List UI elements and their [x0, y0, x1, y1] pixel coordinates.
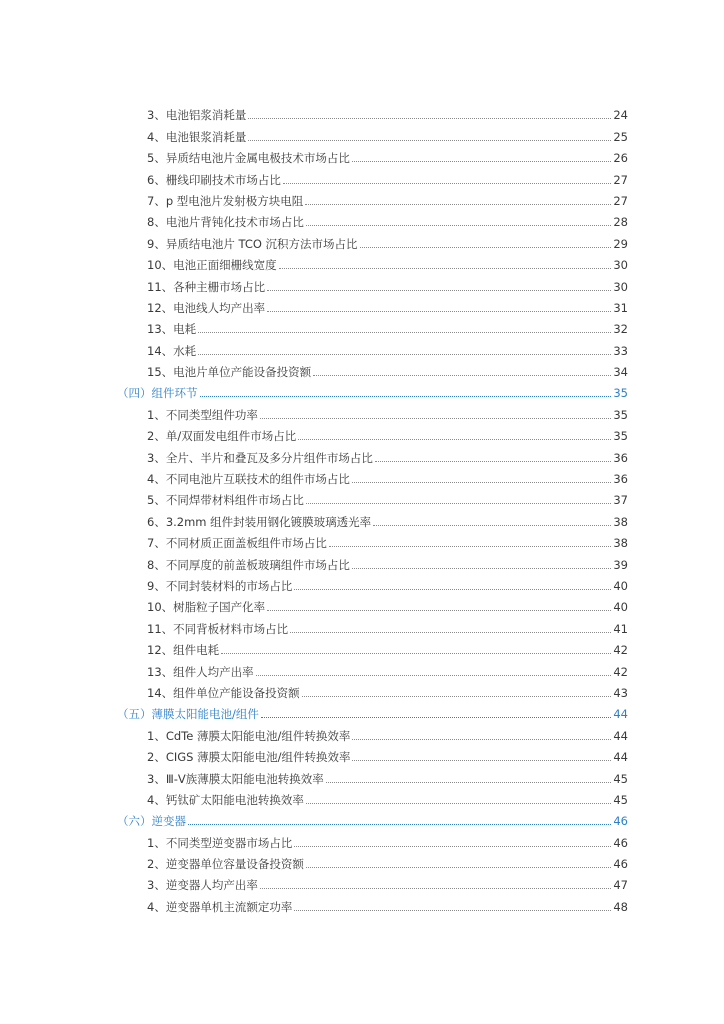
toc-entry[interactable] — [0, 298, 724, 319]
dot-leader — [306, 224, 612, 226]
dot-leader — [294, 909, 611, 911]
toc-entry[interactable] — [0, 447, 724, 468]
dot-leader — [298, 438, 611, 440]
dot-leader — [302, 695, 612, 697]
toc-entry[interactable] — [0, 640, 724, 661]
toc-entry[interactable] — [0, 212, 724, 233]
toc-entry-title: 3、Ⅲ-Ⅴ族薄膜太阳能电池转换效率 — [147, 771, 324, 786]
toc-entry[interactable] — [0, 832, 724, 853]
toc-entry-row — [147, 750, 628, 764]
dot-leader — [305, 203, 611, 205]
toc-entry-title: 4、逆变器单机主流额定功率 — [147, 899, 293, 914]
toc-entry-row — [147, 258, 628, 272]
toc-entry-title: 10、树脂粒子国产化率 — [147, 600, 266, 615]
toc-section-entry[interactable] — [0, 383, 724, 404]
toc-entry-row — [147, 836, 628, 850]
dot-leader — [352, 481, 612, 483]
toc-entry-title: 8、不同厚度的前盖板玻璃组件市场占比 — [147, 557, 350, 572]
toc-entry-title: 1、不同类型组件功率 — [147, 407, 258, 422]
toc-entry-title: 2、CIGS 薄膜太阳能电池/组件转换效率 — [147, 750, 351, 765]
toc-entry-row — [147, 857, 628, 871]
toc-entry-title: 11、不同背板材料市场占比 — [147, 621, 289, 636]
dot-leader — [279, 267, 612, 269]
toc-entry-row — [147, 429, 628, 443]
toc-entry-title: 7、p 型电池片发射极方块电阻 — [147, 193, 304, 208]
toc-page-number: 46 — [613, 857, 628, 872]
toc-entry-row — [147, 108, 628, 122]
dot-leader — [256, 674, 612, 676]
toc-entry-row — [147, 900, 628, 914]
toc-entry-title: 6、3.2mm 组件封装用钢化镀膜玻璃透光率 — [147, 514, 372, 529]
toc-section-entry[interactable] — [0, 811, 724, 832]
toc-entry[interactable] — [0, 276, 724, 297]
toc-page-number: 45 — [613, 771, 628, 786]
toc-entry-title: 14、水耗 — [147, 343, 197, 358]
toc-entry-title: 4、电池银浆消耗量 — [147, 129, 247, 144]
toc-page-number: 48 — [613, 899, 628, 914]
dot-leader — [352, 567, 612, 569]
dot-leader — [329, 545, 612, 547]
toc-entry-row — [147, 579, 628, 593]
toc-entry-row — [147, 215, 628, 229]
toc-entry-row — [147, 365, 628, 379]
toc-entry-title: 15、电池片单位产能设备投资额 — [147, 365, 312, 380]
toc-entry-title: 2、逆变器单位容量设备投资额 — [147, 857, 304, 872]
toc-page-number: 28 — [613, 215, 628, 230]
toc-entry[interactable] — [0, 469, 724, 490]
toc-entry[interactable] — [0, 233, 724, 254]
toc-page-number: 44 — [613, 728, 628, 743]
toc-page-number: 46 — [613, 814, 628, 829]
toc-entry-title: 1、不同类型逆变器市场占比 — [147, 835, 293, 850]
toc-entry-title: 13、电耗 — [147, 322, 197, 337]
dot-leader — [200, 395, 612, 397]
toc-entry[interactable] — [0, 597, 724, 618]
toc-entry-row — [147, 878, 628, 892]
toc-entry-row — [117, 707, 628, 721]
toc-page-number: 32 — [613, 322, 628, 337]
toc-page-number: 44 — [613, 750, 628, 765]
toc-entry-row — [117, 386, 628, 400]
toc-entry-title: （六）逆变器 — [117, 814, 186, 829]
toc-entry-row — [147, 558, 628, 572]
toc-entry-row — [147, 643, 628, 657]
toc-entry-title: 5、不同焊带材料组件市场占比 — [147, 493, 304, 508]
toc-entry-row — [147, 793, 628, 807]
dot-leader — [221, 652, 611, 654]
toc-entry[interactable] — [0, 426, 724, 447]
toc-entry[interactable] — [0, 148, 724, 169]
toc-page-number: 44 — [613, 707, 628, 722]
dot-leader — [260, 887, 612, 889]
toc-entry-title: 14、组件单位产能设备投资额 — [147, 685, 300, 700]
toc-entry-title: 6、栅线印刷技术市场占比 — [147, 172, 281, 187]
dot-leader — [326, 781, 612, 783]
toc-page-number: 38 — [613, 536, 628, 551]
toc-page-number: 36 — [613, 472, 628, 487]
toc-entry-title: 1、CdTe 薄膜太阳能电池/组件转换效率 — [147, 728, 351, 743]
dot-leader — [306, 502, 612, 504]
toc-entry[interactable] — [0, 126, 724, 147]
toc-page-number: 34 — [613, 365, 628, 380]
toc-section-entry[interactable] — [0, 704, 724, 725]
dot-leader — [373, 524, 611, 526]
toc-page-number: 40 — [613, 578, 628, 593]
toc-entry-row — [147, 322, 628, 336]
toc-entry-title: 12、组件电耗 — [147, 643, 220, 658]
dot-leader — [267, 609, 611, 611]
dot-leader — [294, 588, 611, 590]
toc-entry-row — [147, 622, 628, 636]
toc-entry-title: 9、异质结电池片 TCO 沉积方法市场占比 — [147, 236, 358, 251]
toc-page-number: 42 — [613, 643, 628, 658]
toc-page-number: 37 — [613, 493, 628, 508]
toc-entry-row — [147, 280, 628, 294]
dot-leader — [352, 759, 611, 761]
toc-entry[interactable] — [0, 362, 724, 383]
toc-page-number: 35 — [613, 386, 628, 401]
dot-leader — [283, 182, 612, 184]
toc-entry[interactable] — [0, 747, 724, 768]
toc-entry-row — [147, 194, 628, 208]
toc-page-number: 41 — [613, 621, 628, 636]
toc-page-number: 25 — [613, 129, 628, 144]
toc-entry-row — [147, 772, 628, 786]
toc-entry-title: 12、电池线人均产出率 — [147, 300, 266, 315]
dot-leader — [188, 823, 611, 825]
toc-page-number: 36 — [613, 450, 628, 465]
toc-page-number: 45 — [613, 792, 628, 807]
toc-entry-row — [117, 814, 628, 828]
toc-entry-row — [147, 600, 628, 614]
toc-entry-title: 3、逆变器人均产出率 — [147, 878, 258, 893]
dot-leader — [352, 160, 612, 162]
dot-leader — [248, 117, 611, 119]
toc-page-number: 26 — [613, 151, 628, 166]
toc-entry-row — [147, 173, 628, 187]
toc-page-number: 46 — [613, 835, 628, 850]
toc-entry-row — [147, 451, 628, 465]
dot-leader — [260, 417, 612, 419]
toc-entry-row — [147, 686, 628, 700]
toc-entry-row — [147, 729, 628, 743]
toc-entry-row — [147, 408, 628, 422]
toc-page-number: 30 — [613, 258, 628, 273]
toc-entry-title: 13、组件人均产出率 — [147, 664, 254, 679]
toc-entry-row — [147, 344, 628, 358]
toc-entry-row — [147, 536, 628, 550]
dot-leader — [313, 374, 611, 376]
toc-entry-row — [147, 301, 628, 315]
toc-entry-title: （四）组件环节 — [117, 386, 198, 401]
dot-leader — [198, 331, 611, 333]
toc-entry[interactable] — [0, 896, 724, 917]
toc-entry[interactable] — [0, 490, 724, 511]
table-of-contents — [0, 105, 724, 918]
toc-entry[interactable] — [0, 854, 724, 875]
toc-entry[interactable] — [0, 105, 724, 126]
toc-entry[interactable] — [0, 661, 724, 682]
toc-entry-row — [147, 237, 628, 251]
toc-page-number: 38 — [613, 514, 628, 529]
toc-entry[interactable] — [0, 618, 724, 639]
toc-entry-row — [147, 515, 628, 529]
toc-entry-title: 8、电池片背钝化技术市场占比 — [147, 215, 304, 230]
dot-leader — [267, 289, 611, 291]
toc-entry-title: 11、各种主栅市场占比 — [147, 279, 266, 294]
toc-entry-title: 2、单/双面发电组件市场占比 — [147, 429, 297, 444]
toc-entry[interactable] — [0, 511, 724, 532]
dot-leader — [294, 845, 611, 847]
toc-entry-title: 4、钙钛矿太阳能电池转换效率 — [147, 792, 304, 807]
toc-page-number: 31 — [613, 300, 628, 315]
toc-entry-title: 9、不同封装材料的市场占比 — [147, 578, 293, 593]
dot-leader — [290, 631, 611, 633]
toc-entry-row — [147, 130, 628, 144]
toc-entry-title: 5、异质结电池片金属电极技术市场占比 — [147, 151, 350, 166]
toc-entry-title: （五）薄膜太阳能电池/组件 — [117, 707, 259, 722]
toc-entry-title: 10、电池正面细栅线宽度 — [147, 258, 277, 273]
toc-page-number: 30 — [613, 279, 628, 294]
toc-page-number: 27 — [613, 193, 628, 208]
toc-entry[interactable] — [0, 191, 724, 212]
dot-leader — [198, 353, 611, 355]
toc-page-number: 27 — [613, 172, 628, 187]
toc-page-number: 35 — [613, 407, 628, 422]
dot-leader — [306, 866, 612, 868]
toc-entry[interactable] — [0, 683, 724, 704]
toc-page-number: 33 — [613, 343, 628, 358]
toc-entry-row — [147, 665, 628, 679]
dot-leader — [248, 139, 611, 141]
toc-entry-title: 3、全片、半片和叠瓦及多分片组件市场占比 — [147, 450, 373, 465]
toc-entry[interactable] — [0, 875, 724, 896]
toc-entry[interactable] — [0, 725, 724, 746]
dot-leader — [267, 310, 611, 312]
dot-leader — [306, 802, 612, 804]
toc-entry[interactable] — [0, 169, 724, 190]
toc-page-number: 42 — [613, 664, 628, 679]
toc-entry[interactable] — [0, 340, 724, 361]
toc-entry[interactable] — [0, 533, 724, 554]
dot-leader — [360, 246, 612, 248]
toc-page-number: 29 — [613, 236, 628, 251]
toc-entry-title: 7、不同材质正面盖板组件市场占比 — [147, 536, 327, 551]
toc-page-number: 40 — [613, 600, 628, 615]
toc-entry[interactable] — [0, 404, 724, 425]
toc-entry[interactable] — [0, 554, 724, 575]
toc-entry[interactable] — [0, 576, 724, 597]
toc-entry[interactable] — [0, 319, 724, 340]
toc-entry-title: 3、电池铝浆消耗量 — [147, 108, 247, 123]
toc-entry-row — [147, 151, 628, 165]
toc-page-number: 39 — [613, 557, 628, 572]
toc-page-number: 43 — [613, 685, 628, 700]
toc-entry-row — [147, 493, 628, 507]
dot-leader — [261, 716, 611, 718]
toc-entry[interactable] — [0, 768, 724, 789]
toc-entry[interactable] — [0, 255, 724, 276]
toc-page-number: 24 — [613, 108, 628, 123]
toc-entry-row — [147, 472, 628, 486]
dot-leader — [375, 460, 612, 462]
toc-entry[interactable] — [0, 790, 724, 811]
toc-page-number: 35 — [613, 429, 628, 444]
toc-entry-title: 4、不同电池片互联技术的组件市场占比 — [147, 472, 350, 487]
toc-page-number: 47 — [613, 878, 628, 893]
dot-leader — [352, 738, 611, 740]
